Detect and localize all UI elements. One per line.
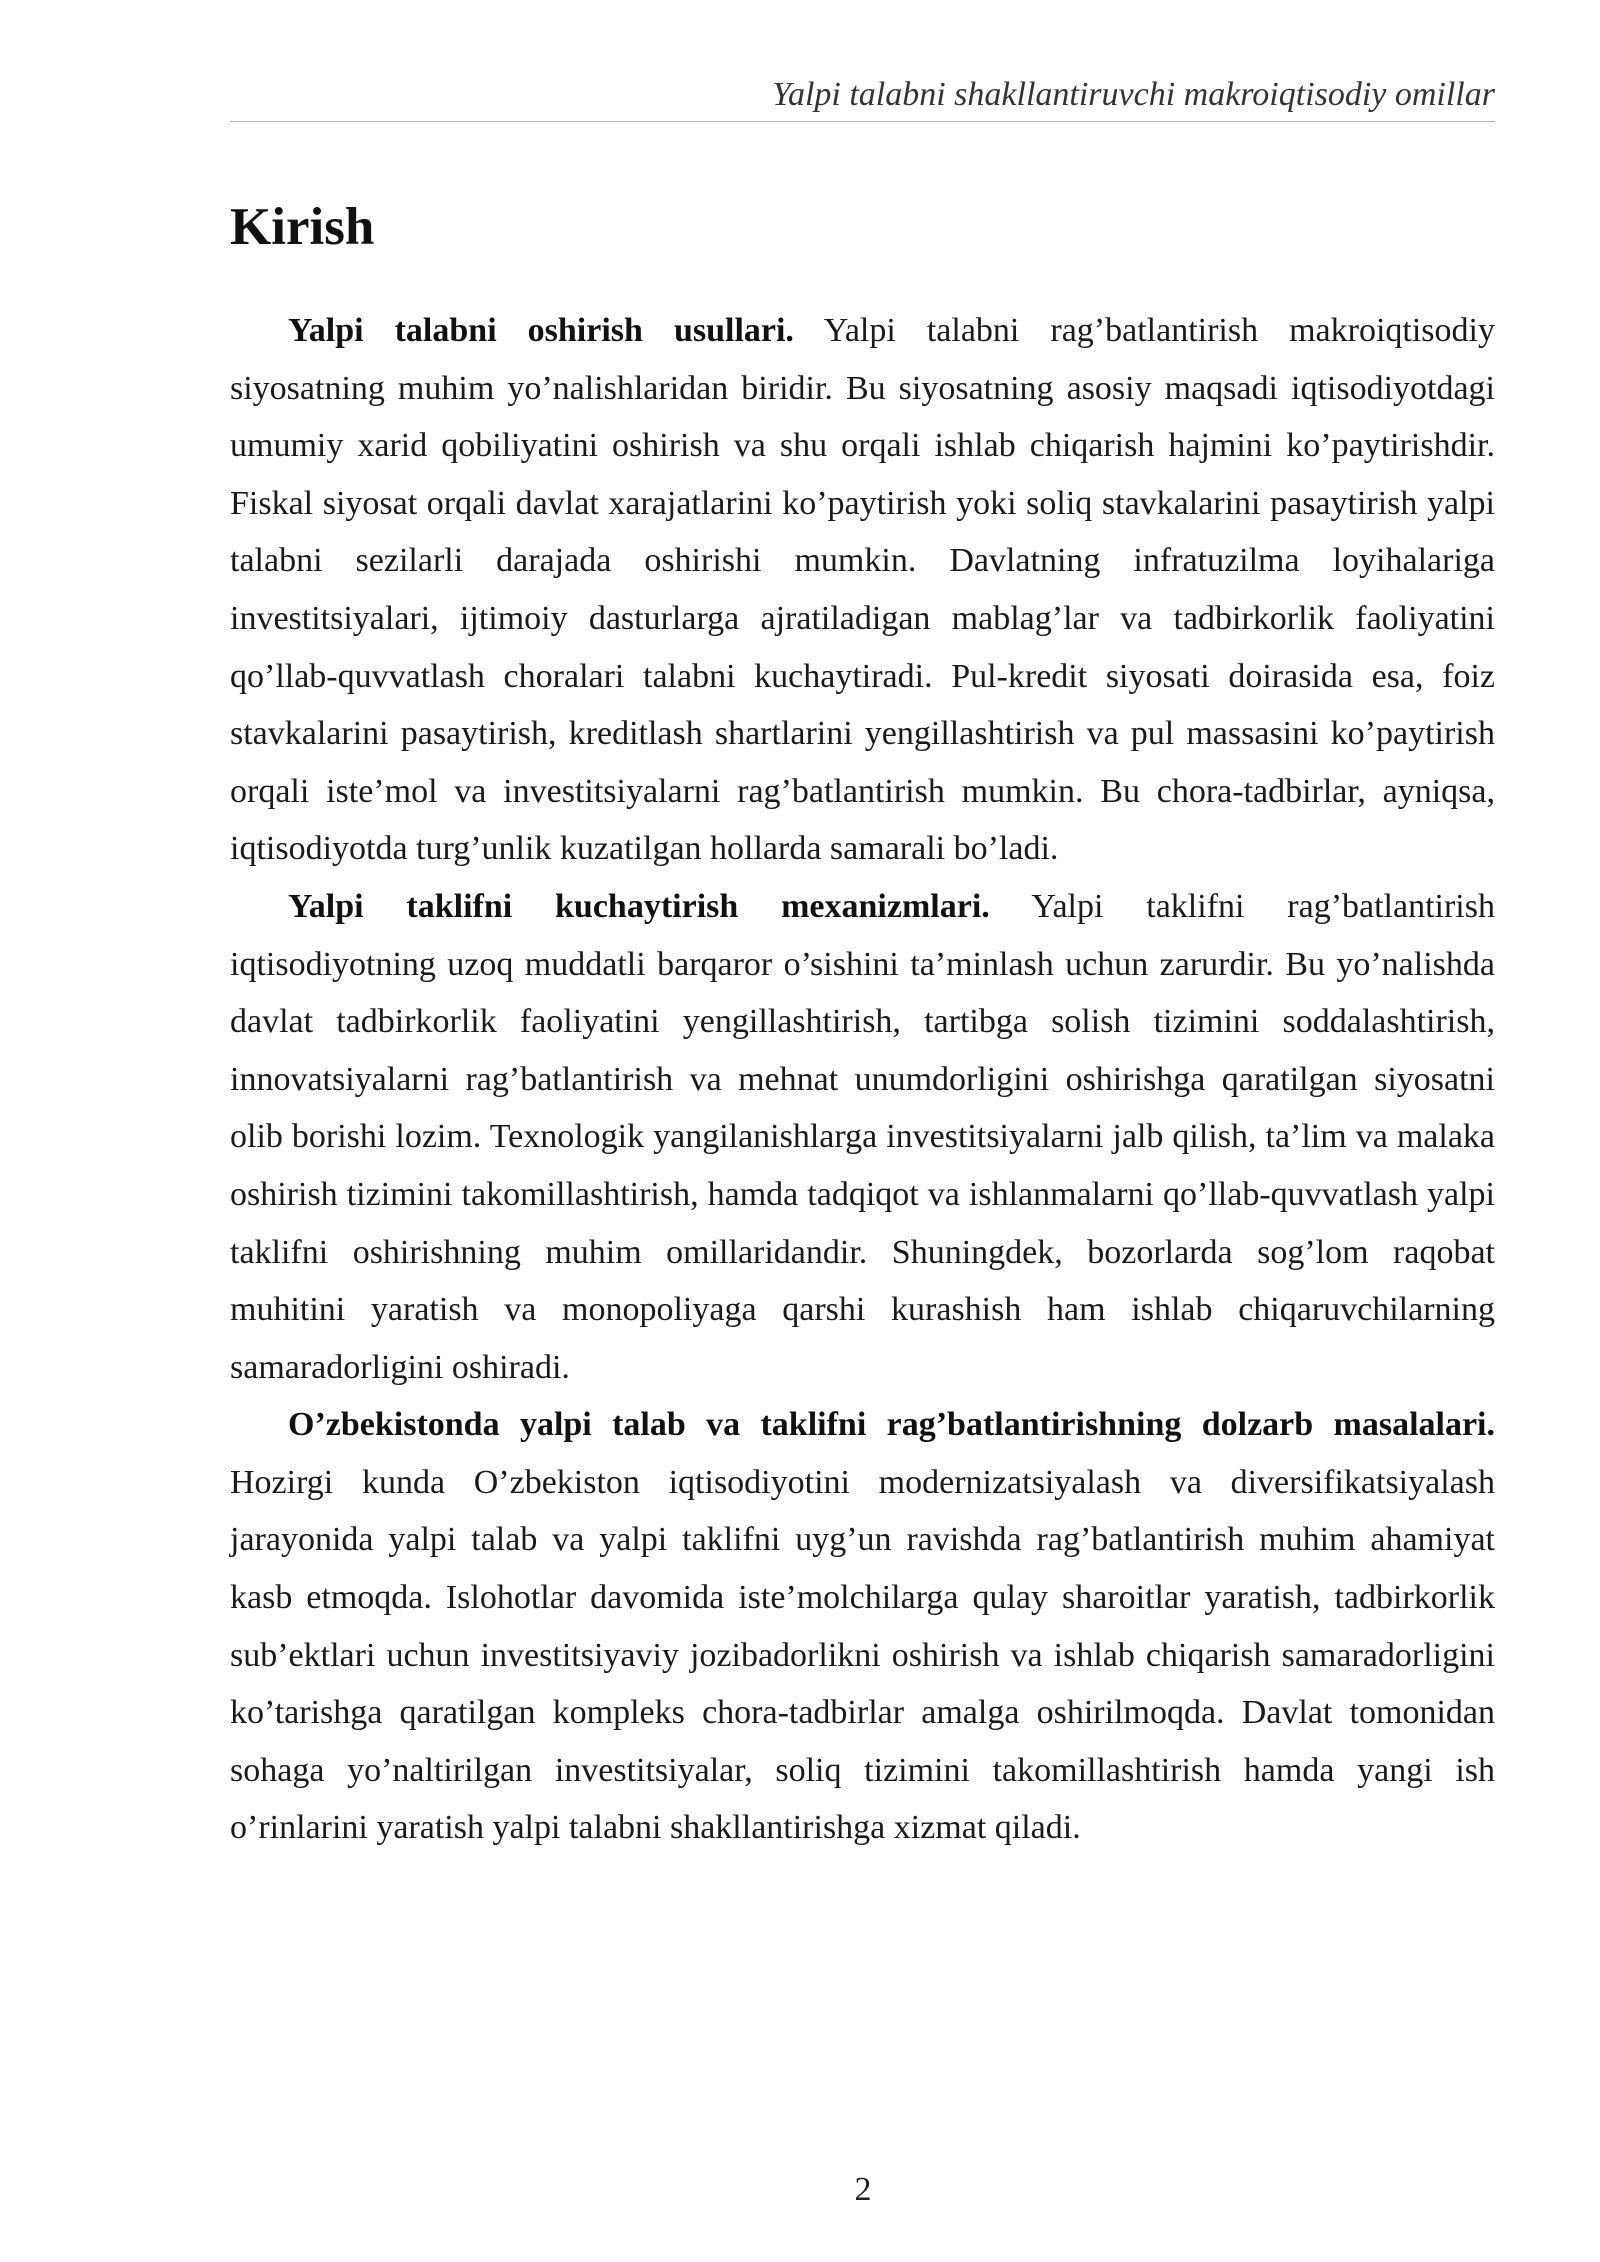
paragraph-aggregate-supply	[230, 878, 1495, 1396]
running-header: Yalpi talabni shakllantiruvchi makroiqtisodiy omillar	[772, 76, 1495, 113]
paragraph-text: Hozirgi kunda O’zbekiston iqtisodiyotini modernizatsiyalash va diversifikatsiyalash jarayonida yalpi talab va yalpi taklifni uyg’un ravishda rag’batlantirish muhim ahamiyat kasb etmoqda. Islohotlar davomida iste’molchilarga qulay sharoitlar yaratish, tadbirkorlik sub’ektlari uchun investitsiyaviy jozibadorlikni oshirish va ishlab chiqarish samaradorligini ko’tarishga qaratilgan kompleks chora-tadbirlar amalga oshirilmoqda. Davlat tomonidan sohaga yo’naltirilgan investitsiyalar, soliq tizimini takomillashtirish hamda yangi ish o’rinlarini yaratish yalpi talabni shakllantirishga xizmat qiladi.	[230, 1463, 1495, 1847]
body-text	[230, 302, 1495, 1857]
header-rule	[230, 121, 1495, 122]
paragraph-uzbekistan	[230, 1396, 1495, 1857]
paragraph-lead: Yalpi taklifni kuchaytirish mexanizmlari.	[288, 887, 990, 925]
paragraph-lead: O’zbekistonda yalpi talab va taklifni rag’batlantirishning dolzarb masalalari.	[288, 1406, 1495, 1444]
section-title: Kirish	[230, 198, 375, 256]
page-number: 2	[854, 2171, 872, 2208]
paragraph-aggregate-demand	[230, 302, 1495, 878]
paragraph-text: Yalpi taklifni rag’batlantirish iqtisodiyotning uzoq muddatli barqaror o’sishini ta’minlash uchun zarurdir. Bu yo’nalishda davlat tadbirkorlik faoliyatini yengillashtirish, tartibga solish tizimini soddalashtirish, innovatsiyalarni rag’batlantirish va mehnat unumdorligini oshirishga qaratilgan siyosatni olib borishi lozim. Texnologik yangilanishlarga investitsiyalarni jalb qilish, ta’lim va malaka oshirish tizimini takomillashtirish, hamda tadqiqot va ishlanmalarni qo’llab-quvvatlash yalpi taklifni oshirishning muhim omillaridandir. Shuningdek, bozorlarda sog’lom raqobat muhitini yaratish va monopoliyaga qarshi kurashish ham ishlab chiqaruvchilarning samaradorligini oshiradi.	[230, 887, 1495, 1386]
paragraph-text: Yalpi talabni rag’batlantirish makroiqtisodiy siyosatning muhim yo’nalishlaridan biridir. Bu siyosatning asosiy maqsadi iqtisodiyotdagi umumiy xarid qobiliyatini oshirish va shu orqali ishlab chiqarish hajmini ko’paytirishdir. Fiskal siyosat orqali davlat xarajatlarini ko’paytirish yoki soliq stavkalarini pasaytirish yalpi talabni sezilarli darajada oshirishi mumkin. Davlatning infratuzilma loyihalariga investitsiyalari, ijtimoiy dasturlarga ajratiladigan mablag’lar va tadbirkorlik faoliyatini qo’llab-quvvatlash choralari talabni kuchaytiradi. Pul-kredit siyosati doirasida esa, foiz stavkalarini pasaytirish, kreditlash shartlarini yengillashtirish va pul massasini ko’paytirish orqali iste’mol va investitsiyalarni rag’batlantirish mumkin. Bu chora-tadbirlar, ayniqsa, iqtisodiyotda turg’unlik kuzatilgan hollarda samarali bo’ladi.	[230, 312, 1495, 868]
paragraph-lead: Yalpi talabni oshirish usullari.	[288, 312, 794, 349]
